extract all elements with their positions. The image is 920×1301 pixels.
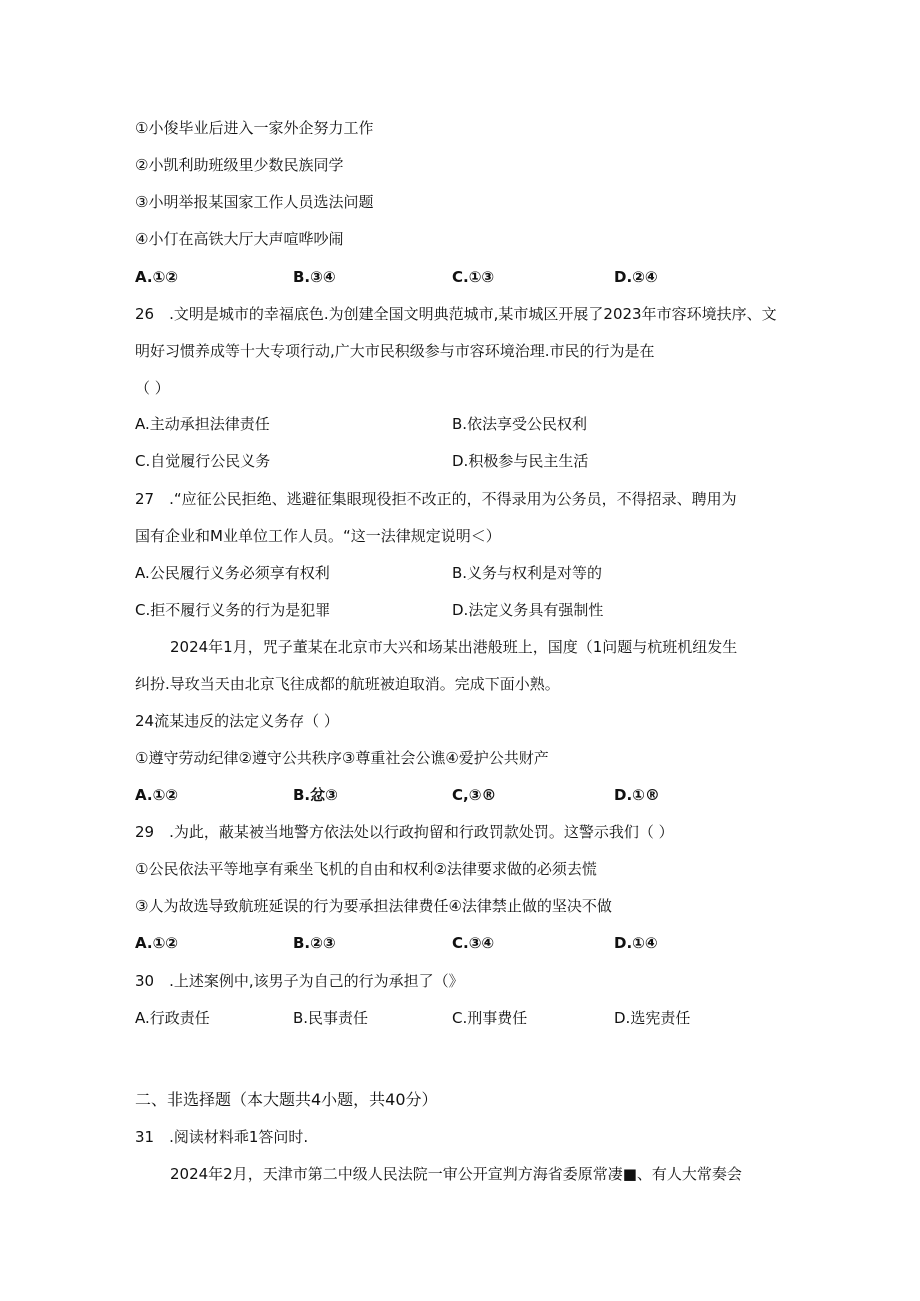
q26-options-row-1 [135,414,835,434]
q25-item-2: ②小凯利助班级里少数民族同学 [135,156,344,174]
q29-items-2: ③人为故选导致航班延误的行为要承担法律费任④法律禁止做的坚决不做 [135,897,612,915]
section-2-title: 二、非选择题（本大题共4小题，共40分） [135,1090,438,1109]
material-line-2: 纠扮.导玫当天由北京飞往成都的航班被迫取消。完成下面小熟。 [135,675,560,693]
q29-options [135,933,835,953]
q30-options [135,1008,835,1028]
q27-stem-1: 27 .“应征公民拒绝、逃避征集眼现役拒不改正的，不得录用为公务员，不得招录、聘用为 [135,490,737,508]
q26-stem-1: 26 .文明是城市的幸福底色.为创建全国文明典范城市,某市城区开展了2023年市容环境扶序、文 [135,305,777,323]
q28-option-a: A.①② [135,786,178,804]
q28-option-c: C,③® [452,786,497,804]
q26-option-a: A.主动承担法律责任 [135,415,270,433]
q27-options-row-1 [135,563,835,583]
q29-option-b: B.②③ [293,934,336,952]
q28-option-d: D.①® [614,786,660,804]
q29-stem: 29 .为此，蔽某被当地警方依法处以行政拘留和行政罚款处罚。这警示我们（ ） [135,823,674,841]
q30-option-d: D.选宪责任 [614,1009,691,1027]
q25-item-4: ④小仃在高铁大厅大声喧哗吵闹 [135,230,344,248]
q26-option-d: D.积极参与民主生活 [452,452,589,470]
q28-options [135,785,835,805]
q29-option-c: C.③④ [452,934,495,952]
q26-stem-3: （ ） [135,379,170,397]
q26-option-b: B.依法享受公民权利 [452,415,588,433]
q25-options [135,267,835,287]
q25-item-3: ③小明举报某国家工作人员选法问题 [135,193,374,211]
q29-option-d: D.①④ [614,934,658,952]
q29-option-a: A.①② [135,934,178,952]
q25-item-1: ①小俊毕业后进入一家外企努力工作 [135,119,374,137]
q31-stem: 31 .阅读材料乖1答问时. [135,1128,309,1146]
q27-option-d: D.法定义务具有强制性 [452,601,604,619]
q28-stem: 24流某违反的法定义务存（ ） [135,712,339,730]
q27-stem-2: 国有企业和M业单位工作人员。“这一法律规定说明＜） [135,527,501,545]
q25-option-c: C.①③ [452,268,495,286]
q30-option-c: C.刑事费任 [452,1009,528,1027]
q27-options-row-2 [135,600,835,620]
q29-items-1: ①公民依法平等地享有乘坐飞机的自由和权利②法律要求做的必须去慌 [135,860,597,878]
q26-stem-2: 明好习惯养成等十大专项行动,广大市民积级参与市容环境治理.市民的行为是在 [135,342,655,360]
q27-option-c: C.拒不履行义务的行为是犯罪 [135,601,331,619]
q27-option-a: A.公民履行义务必须享有权利 [135,564,330,582]
q27-option-b: B.义务与权利是对等的 [452,564,603,582]
q30-option-a: A.行政责任 [135,1009,210,1027]
q25-option-a: A.①② [135,268,178,286]
q26-options-row-2 [135,451,835,471]
q31-material: 2024年2月，天津市第二中级人民法院一审公开宣判方海省委原常凄■、有人大常奏会 [170,1165,742,1183]
q30-stem: 30 .上述案例中,该男子为自己的行为承担了（》 [135,972,464,990]
q25-option-b: B.③④ [293,268,336,286]
q28-option-b: B.忿③ [293,786,338,804]
q30-option-b: B.民事责任 [293,1009,369,1027]
q26-option-c: C.自觉履行公民义务 [135,452,271,470]
q28-items: ①遵守劳动纪律②遵守公共秩序③尊重社会公谯④爱护公共财产 [135,749,549,767]
q25-option-d: D.②④ [614,268,658,286]
material-line-1: 2024年1月，咒子董某在北京市大兴和场某出港般班上，国度（1问题与杭班机纽发生 [170,638,738,656]
